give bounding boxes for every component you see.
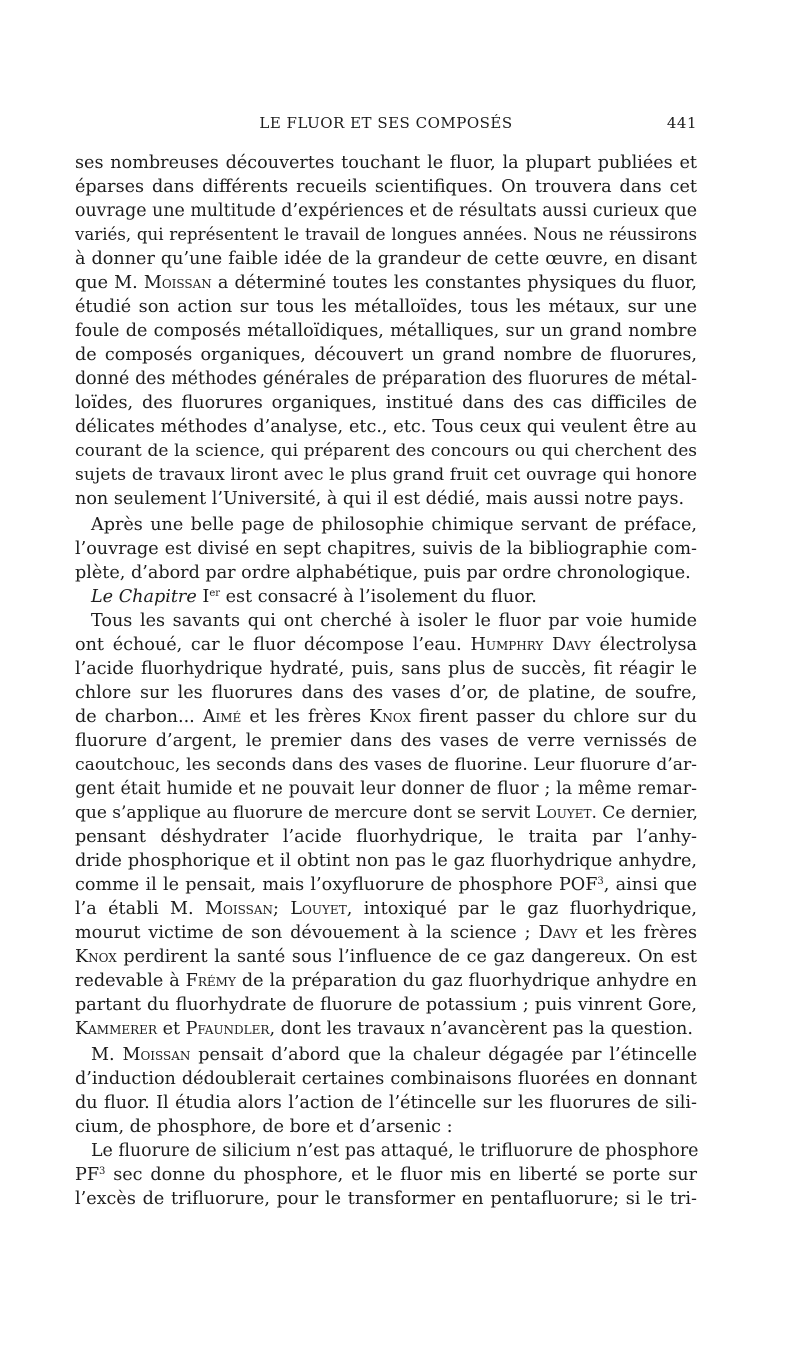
text-line: à donner qu’une faible idée de la grandeur de cette œuvre, en disant bbox=[75, 249, 697, 269]
text-line: plète, d’abord par ordre alphabétique, puis par ordre chronologique. bbox=[75, 563, 691, 583]
text-line: mourut victime de son dévouement à la science ; Davy et les frères bbox=[75, 923, 697, 943]
author-name: Louyet bbox=[290, 899, 347, 919]
text-line: ses nombreuses découvertes touchant le fluor, la plupart publiées et bbox=[75, 153, 697, 173]
text-line: Après une belle page de philosophie chimique servant de préface, bbox=[91, 515, 697, 535]
text-line: Kammerer et Pfaundler, dont les travaux n’avancèrent pas la question. bbox=[75, 1019, 693, 1039]
text-line: Tous les savants qui ont cherché à isoler le fluor par voie humide bbox=[91, 611, 697, 631]
text-line: d’induction dédoublerait certaines combinaisons fluorées en donnant bbox=[75, 1069, 697, 1089]
text-line: $PF^3$ sec donne du phosphore, et le fluor mis en liberté se porte sur bbox=[75, 1165, 697, 1185]
text-line: cium, de phosphore, de bore et d’arsenic : bbox=[75, 1117, 453, 1137]
text-line: loïdes, des fluorures organiques, institué dans des cas difficiles de bbox=[75, 393, 697, 413]
text-line: foule de composés métalloïdiques, métalliques, sur un grand nombre bbox=[75, 321, 697, 341]
text-line: chlore sur les fluorures dans des vases d’or, de platine, de soufre, bbox=[75, 683, 697, 703]
text-line: courant de la science, qui préparent des concours ou qui cherchent des bbox=[75, 441, 697, 461]
author-name: Moissan bbox=[122, 1045, 191, 1065]
text-line: que M. Moissan a déterminé toutes les constantes physiques du fluor, bbox=[75, 273, 697, 293]
author-name: Pfaundler bbox=[185, 1019, 270, 1039]
text-line: de charbon... Aimé et les frères Knox firent passer du chlore sur du bbox=[75, 707, 697, 727]
author-name: Moissan bbox=[143, 273, 212, 293]
text-line: ont échoué, car le fluor décompose l’eau. Humphry Davy électrolysa bbox=[75, 635, 697, 655]
author-name: Frémy bbox=[185, 971, 236, 991]
running-title: LE FLUOR ET SES COMPOSÉS bbox=[259, 114, 513, 132]
author-name: Aimé bbox=[202, 707, 242, 727]
text-line: partant du fluorhydrate de fluorure de potassium ; puis vinrent Gore, bbox=[75, 995, 697, 1015]
author-name: Knox bbox=[75, 947, 117, 967]
text-line: caoutchouc, les seconds dans des vases de fluorine. Leur fluorure d’ar- bbox=[75, 755, 697, 775]
text-line: donné des méthodes générales de préparation des fluorures de métal- bbox=[75, 369, 697, 389]
text-line: sujets de travaux liront avec le plus grand fruit cet ouvrage qui honore bbox=[75, 465, 697, 485]
text-line: Knox perdirent la santé sous l’influence de ce gaz dangereux. On est bbox=[75, 947, 697, 967]
chapter-line: Le Chapitre Ier est consacré à l’isolement du fluor. bbox=[91, 587, 537, 607]
text-line: fluorure d’argent, le premier dans des vases de verre vernissés de bbox=[75, 731, 697, 751]
author-name: Davy bbox=[538, 923, 578, 943]
author-name: Knox bbox=[369, 707, 411, 727]
text-line: l’excès de trifluorure, pour le transformer en pentafluorure; si le tri- bbox=[75, 1189, 697, 1209]
text-line: ouvrage une multitude d’expériences et de résultats aussi curieux que bbox=[75, 201, 697, 221]
text-line: éparses dans différents recueils scientifiques. On trouvera dans cet bbox=[75, 177, 697, 197]
text-line: non seulement l’Université, à qui il est dédié, mais aussi notre pays. bbox=[75, 489, 685, 509]
author-name: Humphry Davy bbox=[470, 635, 591, 655]
text-line: du fluor. Il étudia alors l’action de l’étincelle sur les fluorures de sili- bbox=[75, 1093, 697, 1113]
text-line: comme il le pensait, mais l’oxyfluorure de phosphore POF$^3$, ainsi que bbox=[75, 875, 697, 895]
text-line: M. Moissan pensait d’abord que la chaleur dégagée par l’étincelle bbox=[91, 1045, 697, 1065]
author-name: Moissan bbox=[205, 899, 274, 919]
author-name: Kammerer bbox=[75, 1019, 157, 1039]
text-line: Le fluorure de silicium n’est pas attaqué, le trifluorure de phosphore bbox=[91, 1141, 699, 1161]
text-line: de composés organiques, découvert un grand nombre de fluorures, bbox=[75, 345, 697, 365]
author-name: Louyet bbox=[535, 803, 592, 823]
text-line: gent était humide et ne pouvait leur donner de fluor ; la même remar- bbox=[75, 779, 697, 799]
text-line: étudié son action sur tous les métalloïdes, tous les métaux, sur une bbox=[75, 297, 697, 317]
text-line: variés, qui représentent le travail de longues années. Nous ne réussirons bbox=[75, 225, 697, 244]
page-number: 441 bbox=[666, 114, 697, 132]
text-line: que s’applique au fluorure de mercure dont se servit Louyet. Ce dernier, bbox=[75, 803, 698, 823]
text-line: redevable à Frémy de la préparation du gaz fluorhydrique anhydre en bbox=[75, 971, 697, 991]
text-line: pensant déshydrater l’acide fluorhydrique, le traita par l’anhy- bbox=[75, 827, 697, 847]
running-header bbox=[75, 114, 697, 138]
text-line: dride phosphorique et il obtint non pas le gaz fluorhydrique anhydre, bbox=[75, 851, 697, 871]
chapter-label: Le Chapitre bbox=[91, 587, 197, 607]
text-line: l’ouvrage est divisé en sept chapitres, suivis de la bibliographie com- bbox=[75, 539, 697, 559]
text-line: l’a établi M. Moissan; Louyet, intoxiqué par le gaz fluorhydrique, bbox=[75, 899, 697, 919]
text-line: délicates méthodes d’analyse, etc., etc. Tous ceux qui veulent être au bbox=[75, 417, 697, 437]
text-line: l’acide fluorhydrique hydraté, puis, sans plus de succès, fit réagir le bbox=[75, 659, 697, 679]
